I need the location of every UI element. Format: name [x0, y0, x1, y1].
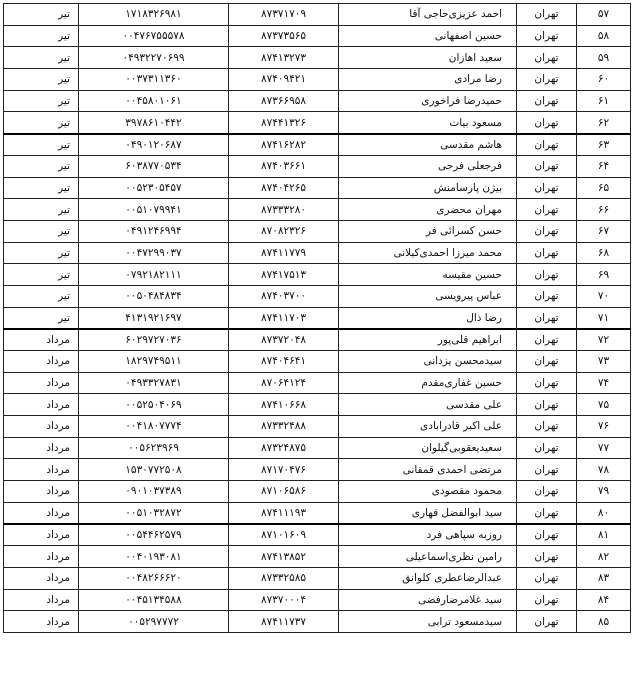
person-name-cell: حسین مقیسه: [339, 264, 517, 286]
city-cell: تهران: [517, 155, 577, 177]
id-number-cell: ۱۷۱۸۳۲۶۹۸۱: [79, 4, 229, 26]
person-name-cell: احمد عزیزی‌حاجی آقا: [339, 4, 517, 26]
city-cell: تهران: [517, 524, 577, 546]
contacts-table: [3, 3, 631, 633]
phone-number-cell: ۸۷۳۳۲۵۸۵: [229, 567, 339, 589]
person-name-cell: رضا ذال: [339, 307, 517, 329]
row-number-cell: ۷۹: [577, 481, 631, 503]
person-name-cell: عباس پیرویسی: [339, 285, 517, 307]
table-row: [4, 416, 631, 438]
row-number-cell: ۶۸: [577, 242, 631, 264]
city-cell: تهران: [517, 546, 577, 568]
table-row: [4, 264, 631, 286]
table-row: [4, 437, 631, 459]
row-number-cell: ۵۹: [577, 47, 631, 69]
table-row: [4, 47, 631, 69]
row-number-cell: ۶۶: [577, 199, 631, 221]
id-number-cell: ۱۵۳۰۷۷۲۵۰۸: [79, 459, 229, 481]
id-number-cell: ۰۷۹۲۱۸۲۱۱۱: [79, 264, 229, 286]
table-row: [4, 589, 631, 611]
row-number-cell: ۶۳: [577, 134, 631, 156]
row-number-cell: ۵۷: [577, 4, 631, 26]
phone-number-cell: ۸۷۴۱۳۲۷۳: [229, 47, 339, 69]
person-name-cell: سید غلامرضارفضی: [339, 589, 517, 611]
row-number-cell: ۷۰: [577, 285, 631, 307]
id-number-cell: ۰۴۹۳۲۲۷۰۶۹۹: [79, 47, 229, 69]
city-cell: تهران: [517, 307, 577, 329]
person-name-cell: سعیدیعقوبی‌گیلوان: [339, 437, 517, 459]
month-cell: تیر: [4, 264, 79, 286]
id-number-cell: ۰۰۴۰۱۹۳۰۸۱: [79, 546, 229, 568]
city-cell: تهران: [517, 329, 577, 351]
table-row: [4, 372, 631, 394]
table-row: [4, 242, 631, 264]
phone-number-cell: ۸۷۱۷۰۴۷۶: [229, 459, 339, 481]
table-row: [4, 69, 631, 91]
city-cell: تهران: [517, 372, 577, 394]
phone-number-cell: ۸۷۴۱۱۷۷۹: [229, 242, 339, 264]
month-cell: مرداد: [4, 372, 79, 394]
phone-number-cell: ۸۷۳۷۳۵۶۵: [229, 25, 339, 47]
phone-number-cell: ۸۷۴۰۴۶۴۱: [229, 351, 339, 373]
id-number-cell: ۰۰۵۰۴۸۴۸۳۴: [79, 285, 229, 307]
table-row: [4, 25, 631, 47]
person-name-cell: مهران محضری: [339, 199, 517, 221]
row-number-cell: ۷۶: [577, 416, 631, 438]
id-number-cell: ۰۰۴۷۲۹۹۰۳۷: [79, 242, 229, 264]
id-number-cell: ۰۰۴۵۱۳۴۵۸۸: [79, 589, 229, 611]
city-cell: تهران: [517, 177, 577, 199]
city-cell: تهران: [517, 4, 577, 26]
city-cell: تهران: [517, 589, 577, 611]
id-number-cell: ۰۹۰۱۰۳۷۳۸۹: [79, 481, 229, 503]
city-cell: تهران: [517, 90, 577, 112]
row-number-cell: ۸۰: [577, 502, 631, 524]
phone-number-cell: ۸۷۳۶۶۹۵۸: [229, 90, 339, 112]
table-row: [4, 502, 631, 524]
month-cell: تیر: [4, 220, 79, 242]
month-cell: مرداد: [4, 567, 79, 589]
month-cell: تیر: [4, 155, 79, 177]
id-number-cell: ۰۰۵۲۵۰۴۰۶۹: [79, 394, 229, 416]
month-cell: مرداد: [4, 481, 79, 503]
month-cell: تیر: [4, 47, 79, 69]
month-cell: مرداد: [4, 416, 79, 438]
month-cell: تیر: [4, 90, 79, 112]
table-row: [4, 112, 631, 134]
month-cell: تیر: [4, 177, 79, 199]
phone-number-cell: ۸۷۴۱۱۱۹۳: [229, 502, 339, 524]
row-number-cell: ۶۵: [577, 177, 631, 199]
person-name-cell: عبدالرضاعطری کلوانق: [339, 567, 517, 589]
city-cell: تهران: [517, 264, 577, 286]
id-number-cell: ۳۹۷۸۶۱۰۴۴۲: [79, 112, 229, 134]
city-cell: تهران: [517, 481, 577, 503]
table-row: [4, 611, 631, 633]
city-cell: تهران: [517, 69, 577, 91]
id-number-cell: ۰۰۵۱۰۳۲۸۷۲: [79, 502, 229, 524]
person-name-cell: حسن کسرائی فر: [339, 220, 517, 242]
id-number-cell: ۰۰۴۸۲۶۶۶۲۰: [79, 567, 229, 589]
table-row: [4, 4, 631, 26]
id-number-cell: ۶۰۳۸۷۷۰۵۳۴: [79, 155, 229, 177]
month-cell: تیر: [4, 112, 79, 134]
table-row: [4, 220, 631, 242]
id-number-cell: ۰۰۴۱۸۰۷۷۷۴: [79, 416, 229, 438]
id-number-cell: ۰۴۹۱۲۴۶۹۹۴: [79, 220, 229, 242]
row-number-cell: ۸۳: [577, 567, 631, 589]
month-cell: تیر: [4, 134, 79, 156]
row-number-cell: ۷۷: [577, 437, 631, 459]
person-name-cell: ابراهیم قلی‌پور: [339, 329, 517, 351]
id-number-cell: ۰۰۴۵۸۰۱۰۶۱: [79, 90, 229, 112]
id-number-cell: ۱۸۲۹۷۴۹۵۱۱: [79, 351, 229, 373]
month-cell: مرداد: [4, 329, 79, 351]
person-name-cell: حسین اصفهانی: [339, 25, 517, 47]
phone-number-cell: ۸۷۳۷۲۰۴۸: [229, 329, 339, 351]
city-cell: تهران: [517, 394, 577, 416]
month-cell: تیر: [4, 307, 79, 329]
phone-number-cell: ۸۷۳۳۳۲۸۰: [229, 199, 339, 221]
table-row: [4, 567, 631, 589]
row-number-cell: ۸۱: [577, 524, 631, 546]
city-cell: تهران: [517, 459, 577, 481]
person-name-cell: روزبه سپاهی فرد: [339, 524, 517, 546]
person-name-cell: علی اکبر قادرابادی: [339, 416, 517, 438]
phone-number-cell: ۸۷۴۱۱۷۳۷: [229, 611, 339, 633]
city-cell: تهران: [517, 416, 577, 438]
person-name-cell: حسین غفاری‌مقدم: [339, 372, 517, 394]
person-name-cell: حمیدرضا فراخوری: [339, 90, 517, 112]
month-cell: تیر: [4, 4, 79, 26]
phone-number-cell: ۸۷۴۱۰۶۶۸: [229, 394, 339, 416]
city-cell: تهران: [517, 25, 577, 47]
phone-number-cell: ۸۷۴۴۱۳۲۶: [229, 112, 339, 134]
row-number-cell: ۶۱: [577, 90, 631, 112]
month-cell: تیر: [4, 25, 79, 47]
phone-number-cell: ۸۷۱۰۱۶۰۹: [229, 524, 339, 546]
person-name-cell: سیدمحسن یزدانی: [339, 351, 517, 373]
table-row: [4, 155, 631, 177]
table-row: [4, 285, 631, 307]
phone-number-cell: ۸۷۴۰۳۷۰۰: [229, 285, 339, 307]
city-cell: تهران: [517, 199, 577, 221]
month-cell: تیر: [4, 199, 79, 221]
city-cell: تهران: [517, 351, 577, 373]
id-number-cell: ۰۰۵۲۳۰۵۴۵۷: [79, 177, 229, 199]
row-number-cell: ۷۴: [577, 372, 631, 394]
row-number-cell: ۶۹: [577, 264, 631, 286]
phone-number-cell: ۸۷۳۷۱۷۰۹: [229, 4, 339, 26]
person-name-cell: محمود مقصودی: [339, 481, 517, 503]
month-cell: مرداد: [4, 524, 79, 546]
id-number-cell: ۰۰۵۶۲۳۹۶۹: [79, 437, 229, 459]
phone-number-cell: ۸۷۴۰۴۲۶۵: [229, 177, 339, 199]
phone-number-cell: ۸۷۳۲۴۸۷۵: [229, 437, 339, 459]
row-number-cell: ۸۴: [577, 589, 631, 611]
table-row: [4, 546, 631, 568]
month-cell: تیر: [4, 242, 79, 264]
month-cell: مرداد: [4, 611, 79, 633]
id-number-cell: ۰۰۵۴۴۶۲۵۷۹: [79, 524, 229, 546]
phone-number-cell: ۸۷۴۱۷۵۱۳: [229, 264, 339, 286]
month-cell: مرداد: [4, 502, 79, 524]
city-cell: تهران: [517, 611, 577, 633]
city-cell: تهران: [517, 437, 577, 459]
month-cell: مرداد: [4, 459, 79, 481]
person-name-cell: رامین نظری‌اسماعیلی: [339, 546, 517, 568]
person-name-cell: فرجعلی فرجی: [339, 155, 517, 177]
month-cell: مرداد: [4, 351, 79, 373]
row-number-cell: ۶۰: [577, 69, 631, 91]
person-name-cell: سید ابوالفضل قهاری: [339, 502, 517, 524]
table-row: [4, 90, 631, 112]
row-number-cell: ۷۲: [577, 329, 631, 351]
row-number-cell: ۸۲: [577, 546, 631, 568]
id-number-cell: ۰۰۴۷۶۷۵۵۵۷۸: [79, 25, 229, 47]
phone-number-cell: ۸۷۴۱۳۸۵۲: [229, 546, 339, 568]
phone-number-cell: ۸۷۰۶۴۱۲۴: [229, 372, 339, 394]
row-number-cell: ۷۸: [577, 459, 631, 481]
phone-number-cell: ۸۷۴۱۶۲۸۲: [229, 134, 339, 156]
city-cell: تهران: [517, 285, 577, 307]
person-name-cell: مرتضی احمدی قمقانی: [339, 459, 517, 481]
table-row: [4, 524, 631, 546]
person-name-cell: سیدمسعود ترابی: [339, 611, 517, 633]
row-number-cell: ۷۵: [577, 394, 631, 416]
table-row: [4, 459, 631, 481]
phone-number-cell: ۸۷۴۰۹۴۲۱: [229, 69, 339, 91]
table-row: [4, 481, 631, 503]
month-cell: تیر: [4, 69, 79, 91]
city-cell: تهران: [517, 220, 577, 242]
row-number-cell: ۷۱: [577, 307, 631, 329]
city-cell: تهران: [517, 502, 577, 524]
person-name-cell: سعید اهازان: [339, 47, 517, 69]
phone-number-cell: ۸۷۴۱۱۷۰۳: [229, 307, 339, 329]
row-number-cell: ۷۳: [577, 351, 631, 373]
phone-number-cell: ۸۷۴۰۳۶۶۱: [229, 155, 339, 177]
row-number-cell: ۶۲: [577, 112, 631, 134]
contacts-table-body: [4, 4, 631, 633]
id-number-cell: ۶۰۲۹۷۲۷۰۳۶: [79, 329, 229, 351]
month-cell: مرداد: [4, 394, 79, 416]
month-cell: مرداد: [4, 589, 79, 611]
city-cell: تهران: [517, 242, 577, 264]
table-row: [4, 394, 631, 416]
table-row: [4, 134, 631, 156]
row-number-cell: ۵۸: [577, 25, 631, 47]
table-row: [4, 199, 631, 221]
table-row: [4, 351, 631, 373]
month-cell: مرداد: [4, 437, 79, 459]
month-cell: مرداد: [4, 546, 79, 568]
id-number-cell: ۰۰۵۱۰۷۹۹۴۱: [79, 199, 229, 221]
id-number-cell: ۰۰۵۲۹۷۷۷۲: [79, 611, 229, 633]
table-row: [4, 329, 631, 351]
city-cell: تهران: [517, 567, 577, 589]
table-row: [4, 307, 631, 329]
person-name-cell: هاشم مقدسی: [339, 134, 517, 156]
city-cell: تهران: [517, 112, 577, 134]
person-name-cell: محمد میرزا احمدی‌کیلانی: [339, 242, 517, 264]
id-number-cell: ۰۴۹۳۳۲۷۸۳۱: [79, 372, 229, 394]
month-cell: تیر: [4, 285, 79, 307]
person-name-cell: علی مقدسی: [339, 394, 517, 416]
city-cell: تهران: [517, 134, 577, 156]
phone-number-cell: ۸۷۰۸۲۳۲۶: [229, 220, 339, 242]
phone-number-cell: ۸۷۱۰۶۵۸۶: [229, 481, 339, 503]
person-name-cell: مسعود بیات: [339, 112, 517, 134]
id-number-cell: ۰۰۳۷۳۱۱۳۶۰: [79, 69, 229, 91]
person-name-cell: رضا مرادی: [339, 69, 517, 91]
row-number-cell: ۸۵: [577, 611, 631, 633]
city-cell: تهران: [517, 47, 577, 69]
person-name-cell: بیژن پارسامنش: [339, 177, 517, 199]
phone-number-cell: ۸۷۳۳۲۴۸۸: [229, 416, 339, 438]
id-number-cell: ۰۴۹۰۱۲۰۶۸۷: [79, 134, 229, 156]
phone-number-cell: ۸۷۳۷۰۰۰۴: [229, 589, 339, 611]
row-number-cell: ۶۷: [577, 220, 631, 242]
table-row: [4, 177, 631, 199]
row-number-cell: ۶۴: [577, 155, 631, 177]
id-number-cell: ۴۱۳۱۹۲۱۶۹۷: [79, 307, 229, 329]
